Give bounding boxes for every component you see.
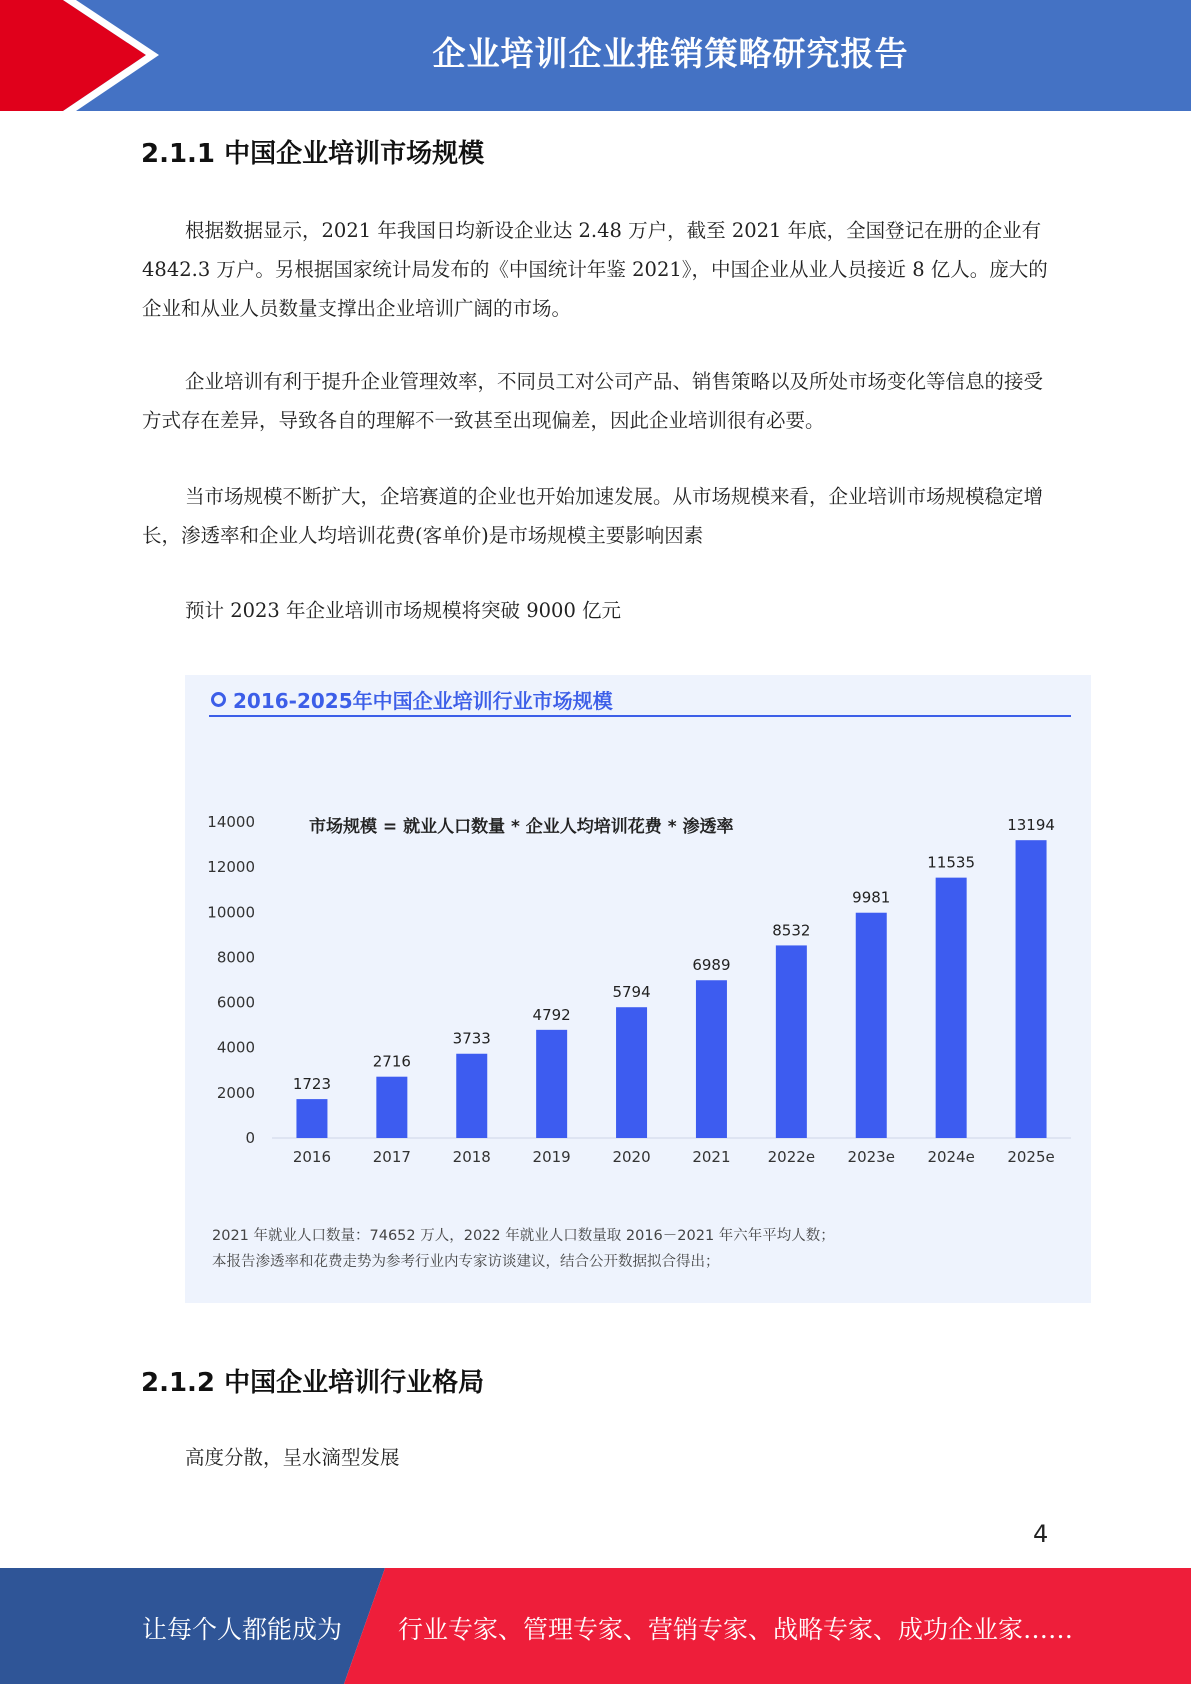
document-title: 企业培训企业推销策略研究报告 <box>432 34 909 73</box>
paragraph-section2: 高度分散，呈水滴型发展 <box>185 1446 400 1469</box>
chart-note-2: 本报告渗透率和花费走势为参考行业内专家访谈建议，结合公开数据拟合得出； <box>212 1254 720 1270</box>
paragraph-4: 预计 2023 年企业培训市场规模将突破 9000 亿元 <box>185 599 622 622</box>
bar-value-label: 13194 <box>1007 816 1055 835</box>
footer-slogan-right: 行业专家、管理专家、营销专家、战略专家、成功企业家…… <box>398 1615 1074 1644</box>
bar-value-label: 1723 <box>292 1075 332 1094</box>
paragraph-3: 当市场规模不断扩大，企培赛道的企业也开始加速发展。从市场规模来看，企业培训市场规模稳定增长，渗透率和企业人均培训花费(客单价)是市场规模主要影响因素 <box>142 485 1044 547</box>
x-tick-label: 2023e <box>847 1148 895 1166</box>
x-tick-label: 2017 <box>372 1148 411 1166</box>
bar-value-label: 4792 <box>532 1005 571 1024</box>
bar-value-label: 5794 <box>612 983 651 1002</box>
bar-value-label: 3733 <box>452 1029 491 1048</box>
section-heading-market-size: 2.1.1 中国企业培训市场规模 <box>141 139 485 169</box>
paragraph-2: 企业培训有利于提升企业管理效率，不同员工对公司产品、销售策略以及所处市场变化等信息的接受方式存在差异，导致各自的理解不一致甚至出现偏差，因此企业培训很有必要。 <box>142 370 1044 432</box>
chart-formula-annotation: 市场规模 = 就业人口数量 * 企业人均培训花费 * 渗透率 <box>309 817 734 837</box>
y-tick-label: 8000 <box>216 948 255 967</box>
x-tick-label: 2021 <box>692 1148 731 1166</box>
bar <box>456 1054 487 1138</box>
bar <box>696 980 727 1138</box>
bar-chart <box>185 675 1091 1303</box>
bar <box>536 1030 567 1138</box>
footer-slogan-left: 让每个人都能成为 <box>142 1615 343 1644</box>
market-size-chart <box>185 675 1091 1303</box>
bar <box>936 878 967 1138</box>
y-tick-label: 4000 <box>216 1038 255 1057</box>
x-tick-label: 2025e <box>1007 1148 1055 1166</box>
x-tick-label: 2018 <box>452 1148 491 1166</box>
y-tick-label: 6000 <box>216 993 255 1012</box>
x-tick-label: 2019 <box>532 1148 571 1166</box>
header-banner <box>0 0 1191 111</box>
bar <box>1016 840 1047 1138</box>
chart-title: 2016-2025年中国企业培训行业市场规模 <box>233 689 613 713</box>
bar-value-label: 6989 <box>692 956 731 975</box>
section-heading-industry-pattern: 2.1.2 中国企业培训行业格局 <box>141 1368 485 1398</box>
bar <box>296 1099 327 1138</box>
bar-value-label: 11535 <box>927 853 976 872</box>
chart-note-1: 2021 年就业人口数量：74652 万人，2022 年就业人口数量取 2016－2021 年六年平均人数； <box>212 1228 835 1244</box>
x-tick-label: 2022e <box>767 1148 816 1166</box>
bar-value-label: 9981 <box>852 888 891 907</box>
y-tick-label: 10000 <box>207 903 255 922</box>
paragraph-1: 根据数据显示，2021 年我国日均新设企业达 2.48 万户，截至 2021 年底，全国登记在册的企业有 4842.3 万户。另根据国家统计局发布的《中国统计年鉴 2021》，中国企业从业人员接近 8 亿人。庞大的企业和从业人员数量支撑出企业培训广阔的市场。 <box>142 219 1048 320</box>
y-tick-label: 12000 <box>207 858 255 877</box>
bar <box>776 945 807 1138</box>
bar <box>616 1007 647 1138</box>
x-tick-label: 2016 <box>292 1148 332 1166</box>
bar <box>856 913 887 1138</box>
page-number: 4 <box>1033 1520 1049 1548</box>
x-tick-label: 2020 <box>612 1148 651 1166</box>
y-tick-label: 0 <box>245 1129 255 1147</box>
footer-banner <box>0 1568 1191 1684</box>
red-chevron-decoration <box>0 0 160 111</box>
bar <box>376 1077 407 1138</box>
bar-value-label: 2716 <box>372 1052 411 1071</box>
bar-value-label: 8532 <box>772 921 811 940</box>
x-tick-label: 2024e <box>927 1148 975 1166</box>
y-tick-label: 14000 <box>207 813 255 831</box>
y-tick-label: 2000 <box>216 1083 255 1102</box>
